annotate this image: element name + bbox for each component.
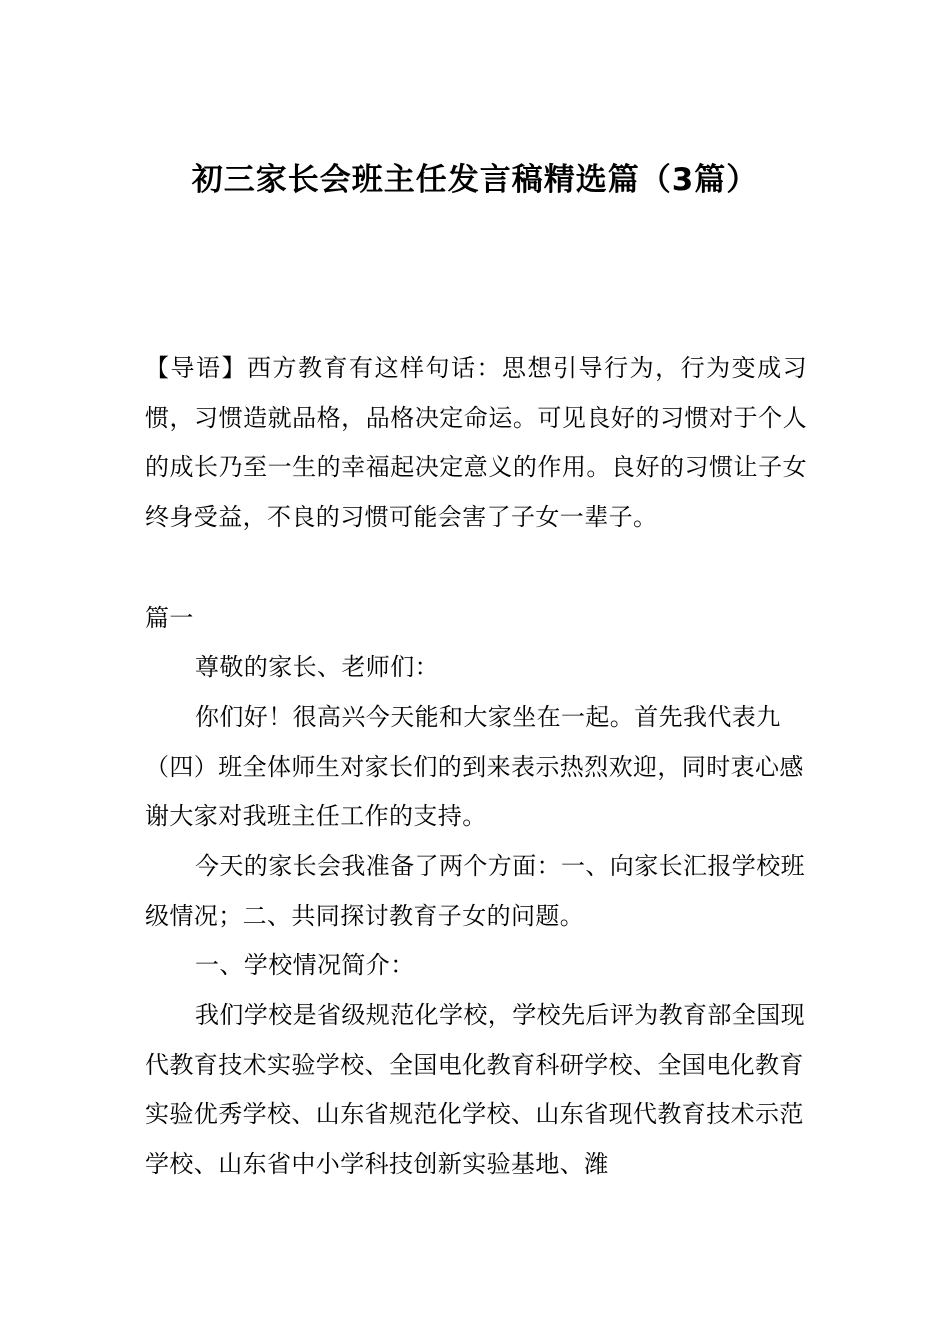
body-paragraph: 你们好！很高兴今天能和大家坐在一起。首先我代表九（四）班全体师生对家长们的到来表示热烈欢迎，同时衷心感谢大家对我班主任工作的支持。 <box>145 703 804 830</box>
document-title: 初三家长会班主任发言稿精选篇（3篇） <box>191 162 759 198</box>
body-paragraph: 今天的家长会我准备了两个方面：一、向家长汇报学校班级情况；二、共同探讨教育子女的问题。 <box>145 852 805 930</box>
intro-paragraph: 【导语】西方教育有这样句话：思想引导行为，行为变成习惯，习惯造就品格，品格决定命运。可见良好的习惯对于个人的成长乃至一生的幸福起决定意义的作用。良好的习惯让子女终身受益，不良的习惯可能会害了子女一辈子。 <box>145 354 807 531</box>
body-paragraph: 我们学校是省级规范化学校，学校先后评为教育部全国现代教育技术实验学校、全国电化教育科研学校、全国电化教育实验优秀学校、山东省规范化学校、山东省现代教育技术示范学校、山东省中小学科技创新实验基地、潍 <box>145 1001 805 1178</box>
section-heading: 篇一 <box>145 604 194 632</box>
greeting-line: 尊敬的家长、老师们： <box>195 653 439 681</box>
subheading: 一、学校情况简介： <box>195 951 415 979</box>
